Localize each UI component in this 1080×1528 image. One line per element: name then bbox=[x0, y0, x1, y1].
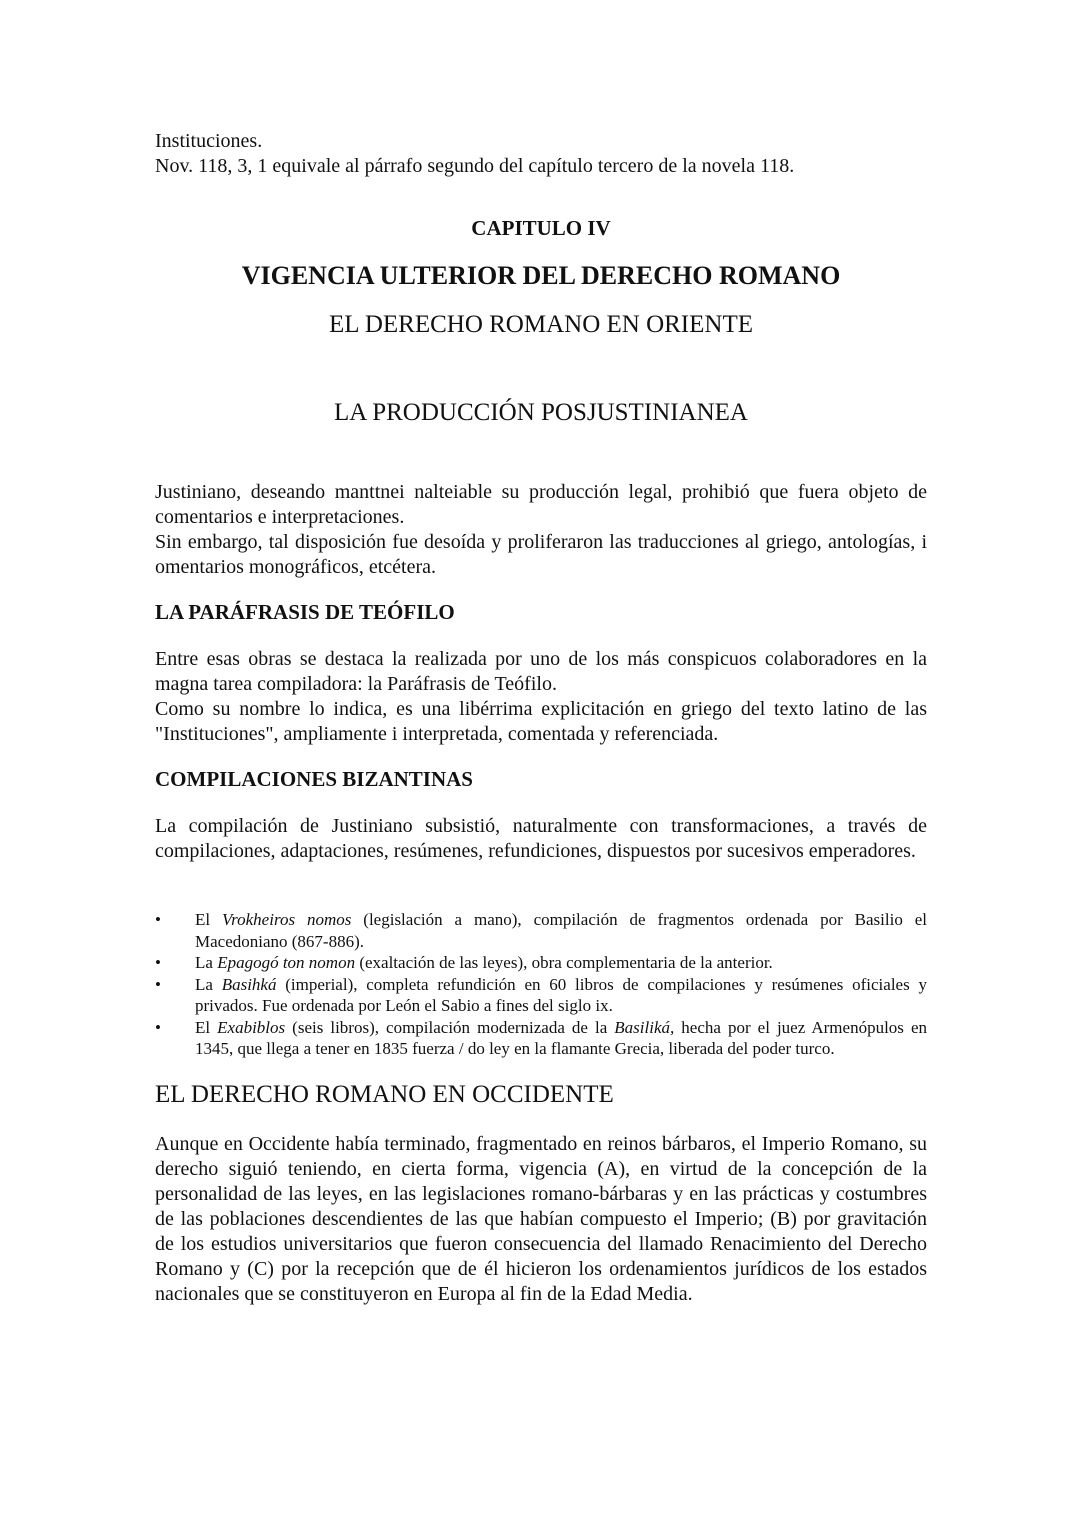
parafrasis-paragraph-2: Como su nombre lo indica, es una libérrima explicitación en griego del texto latino de las "Instituciones", ampliamente i interpretada, comentada y referenciada. bbox=[155, 698, 927, 745]
intro-block bbox=[155, 480, 927, 580]
page-title: VIGENCIA ULTERIOR DEL DERECHO ROMANO bbox=[241, 261, 841, 290]
chapter-heading: CAPITULO IV bbox=[471, 216, 611, 240]
bullet-icon: • bbox=[155, 1017, 161, 1037]
compilaciones-paragraph: La compilación de Justiniano subsistió, naturalmente con transformaciones, a través de compilaciones, adaptaciones, resúmenes, refundiciones, dispuestos por sucesivos emperadores. bbox=[155, 815, 927, 862]
list-item: • La Epagogó ton nomon (exaltación de las leyes), obra complementaria de la anterior. bbox=[155, 953, 773, 972]
intro-paragraph-1: Justiniano, deseando manttnei nalteiable su producción legal, prohibió que fuera objeto de comentarios e interpretaciones. bbox=[155, 481, 927, 528]
bullet-icon: • bbox=[155, 910, 161, 929]
header-line-1: Instituciones. bbox=[155, 130, 263, 152]
list-item: • El Exabiblos (seis libros), compilación modernizada de la Basiliká, hecha por el juez Armenópulos en 1345, que llega a tener en 1835 fuerza / do ley en la flamante Grecia, liberada del poder turco. bbox=[155, 1017, 927, 1058]
section-occidente-body bbox=[155, 1132, 927, 1307]
subtitle-posjustinianea: LA PRODUCCIÓN POSJUSTINIANEA bbox=[334, 399, 748, 426]
intro-paragraph-2: Sin embargo, tal disposición fue desoída y proliferaron las traducciones al griego, antologías, i omentarios monográficos, etcétera. bbox=[155, 531, 927, 578]
section-compilaciones-body bbox=[155, 814, 927, 864]
section-parafrasis-heading: LA PARÁFRASIS DE TEÓFILO bbox=[155, 600, 455, 624]
list-item: • La Basihká (imperial), completa refundición en 60 libros de compilaciones y resúmenes oficiales y privados. Fue ordenada por León el Sabio a fines del siglo ix. bbox=[155, 974, 927, 1015]
bullet-icon: • bbox=[155, 953, 161, 972]
bullet-icon: • bbox=[155, 974, 161, 994]
occidente-paragraph: Aunque en Occidente había terminado, fragmentado en reinos bárbaros, el Imperio Romano, su derecho siguió teniendo, en cierta forma, vigencia (A), en virtud de la concepción de la personalidad de las leyes, en las legislaciones romano-bárbaras y en las prácticas y costumbres de las poblaciones descendientes de las que habían compuesto el Imperio; (B) por gravitación de los estudios universitarios que fueron consecuencia del llamado Renacimiento del Derecho Romano y (C) por la recepción que de él hicieron los ordenamientos jurídicos de los estados nacionales que se constituyeron en Europa al fin de la Edad Media. bbox=[155, 1133, 927, 1305]
section-occidente-heading: EL DERECHO ROMANO EN OCCIDENTE bbox=[155, 1081, 614, 1108]
parafrasis-paragraph-1: Entre esas obras se destaca la realizada por uno de los más conspicuos colaboradores en la magna tarea compiladora: la Paráfrasis de Teófilo. bbox=[155, 648, 927, 695]
subtitle-oriente: EL DERECHO ROMANO EN ORIENTE bbox=[328, 311, 754, 338]
section-parafrasis-body bbox=[155, 647, 927, 747]
header-notes bbox=[155, 129, 927, 179]
list-item: • El Vrokheiros nomos (legislación a mano), compilación de fragmentos ordenada por Basilio el Macedoniano (867-886). bbox=[155, 910, 928, 951]
compilaciones-list bbox=[155, 909, 927, 1060]
section-compilaciones-heading: COMPILACIONES BIZANTINAS bbox=[155, 767, 473, 791]
header-line-2: Nov. 118, 3, 1 equivale al párrafo segundo del capítulo tercero de la novela 118. bbox=[155, 155, 795, 177]
